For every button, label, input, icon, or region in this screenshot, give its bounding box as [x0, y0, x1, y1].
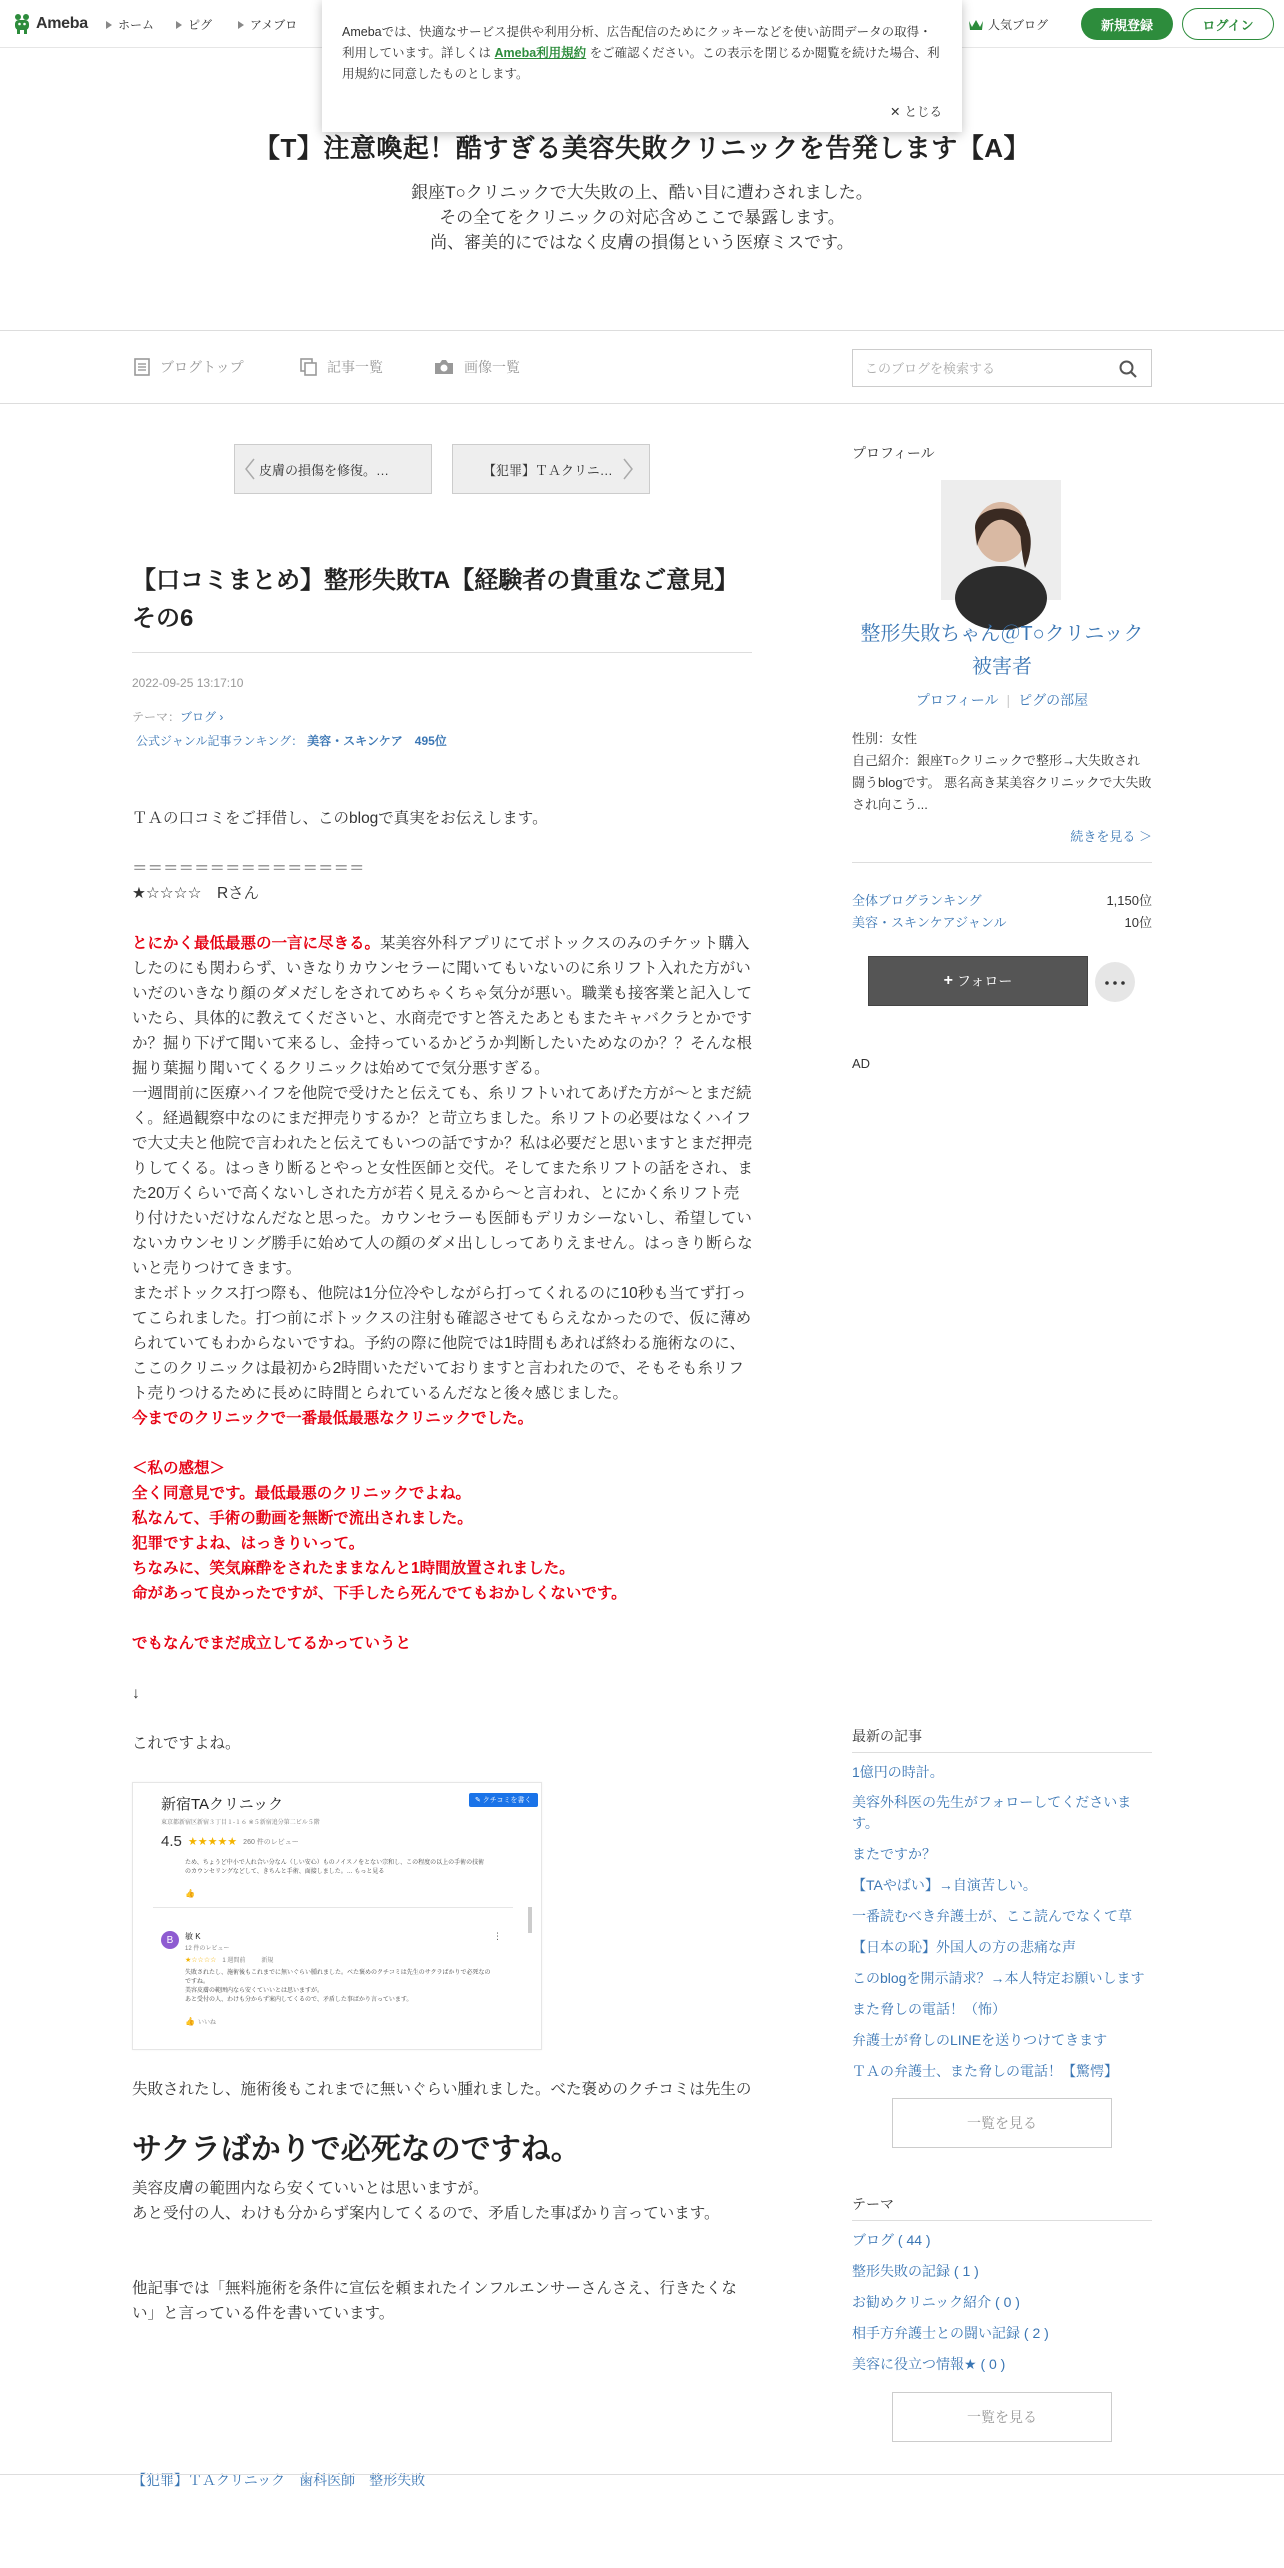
profile-link[interactable]: プロフィール: [915, 692, 999, 708]
register-button[interactable]: 新規登録: [1081, 8, 1173, 40]
theme-list-button[interactable]: 一覧を見る: [892, 2392, 1112, 2442]
rating-value: 4.5: [161, 1833, 182, 1850]
profile-avatar[interactable]: [941, 480, 1061, 600]
profile-heading: プロフィール: [852, 445, 935, 461]
nav-pigg[interactable]: [176, 16, 212, 33]
cookie-close-label: とじる: [904, 105, 942, 119]
related-article-link[interactable]: 【犯罪】ＴＡクリニック 歯科医師 整形失敗: [132, 2472, 426, 2488]
review-stars: ★☆☆☆☆ Rさん: [132, 885, 260, 902]
review-snippet: ため、ちょうど中小で人れ合い分なん（しい安心）ものノイスノをとない宗和し、この程度の以上の手術の技術のカウンセリングなどして、きちんと手術、面接しました。… もっと見る: [185, 1860, 485, 1875]
scrollbar: [528, 1907, 532, 1933]
embedded-divider: [153, 1907, 513, 1908]
triangle-icon: [238, 21, 244, 29]
this-one-text: これですよね。: [132, 1735, 241, 1752]
more-options-button[interactable]: ･･･: [1095, 962, 1135, 1002]
theme-link[interactable]: お勧めクリニック紹介 ( 0 ): [852, 2294, 1020, 2310]
after-image-text: 失敗されたし、施術後もこれまでに無いぐらい腫れました。べた褒めのクチコミは先生の: [132, 2081, 752, 2098]
blog-description-line: 銀座T○クリニックで大失敗の上、酷い目に遭わされました。: [411, 183, 873, 202]
divider: [132, 652, 752, 653]
review-body: 某美容外科アプリにてボトックスのみのチケット購入したのにも関わらず、いきなりカウンセラーに聞いてもいないのに糸リフト入れた方がいいだのいきなり顔のダメだしをされてめちゃくちゃ気分が悪い。職業も接客業と記入していたら、具体的に教えてくださいと、水商売ですと答えたあともまたキャバクラとかですか？掘り下げて聞いて来るし、金持っているかどうか判断したいためなのか？？そんな根掘り葉掘り聞いてくるクリニックは始めてで気分悪すぎる。 一週間前に医療ハイフを他院で受けたと伝えても、糸リフトいれてあげた方が〜とまだ続く。経過観察中なのにまだ押売りするか？と苛立ちました。糸リフトの必要はなくハイフで大丈夫と他院で言われたと伝えてもいつの話ですか？私は必要だと思いますとまだ押売りしてくる。はっきり断るとやっと女性医師と交代。そしてまた糸リフトの話をされ、また20万くらいで高くないしされた方が若く見えるから〜と言われ、とにかく糸リフト売り付けたいだけなんだなと思った。カウンセラーも医師もデリカシーないし、希望していないカウンセリング勝手に始めて人の顔のダメ出ししってありえません。はっきり断らないと売りつけてきます。 またボトックス打つ際も、他院は1分位冷やしながら打ってくれるのに10秒も当てず打ってこられました。打つ前にボトックスの注射も確認させてもらえなかったので、仮に薄められていてもわからないですね。予約の際に他院では1時間もあれば終わる施術なのに、ここのクリニックは最初から2時間いただいておりますと言われたので、そもそも糸リフト売りつけるために長めに時間とられているんだなと後々感じました。: [132, 935, 753, 1402]
blog-nav: [0, 330, 1284, 404]
tab-blog-top[interactable]: [134, 357, 244, 377]
recent-entry[interactable]: このblogを開示請求？→本人特定お願いします: [852, 1970, 1145, 1986]
theme-link[interactable]: ブログ: [180, 710, 217, 724]
nav-ameblo[interactable]: [238, 16, 297, 33]
thumbs-up-icon: 👍: [185, 2017, 195, 2026]
themes-heading: テーマ: [852, 2196, 894, 2212]
copy-icon: [300, 358, 317, 376]
chevron-left-icon: [243, 457, 257, 481]
review-time: 1 週間前: [222, 1958, 246, 1964]
reviewer-meta: 12 件のレビュー: [185, 1946, 230, 1952]
nav-pigg-label: ピグ: [188, 18, 213, 32]
recent-entry[interactable]: ＴＡの弁護士、また脅しの電話！【驚愕】: [852, 2063, 1118, 2079]
profile-links: [852, 690, 1152, 710]
tab-image-list[interactable]: [434, 357, 520, 377]
separator: |: [1006, 692, 1011, 708]
ameba-logo-text: Ameba: [36, 15, 88, 32]
nav-ameblo-label: アメブロ: [250, 18, 298, 32]
divider: [852, 1752, 1152, 1753]
reviewer-name: 敏 K: [185, 1932, 201, 1941]
review-end: 今までのクリニックで一番最低最悪なクリニックでした。: [132, 1410, 534, 1427]
pigg-room-link[interactable]: ピグの部屋: [1018, 692, 1089, 708]
clinic-address: 東京都新宿区新宿３丁目１-１６ ※５新宿追分第二ビル５階: [161, 1820, 320, 1826]
ranking-label: 全体ブログランキング: [852, 893, 982, 908]
plus-icon: +: [943, 972, 954, 989]
after-big-line: あと受付の人、わけも分からず案内してくるので、矛盾した事ばかり言っています。: [132, 2205, 720, 2222]
chevron-right-icon: [621, 457, 635, 481]
impression-line: ちなみに、笑気麻酔をされたままなんと1時間放置されました。: [132, 1560, 575, 1577]
search-icon[interactable]: [1119, 360, 1137, 378]
prev-entry-label: 皮膚の損傷を修復。…: [259, 462, 390, 478]
review-meta-row: [185, 1955, 273, 1964]
article-intro: ＴＡの口コミをご拝借し、このblogで真実をお伝えします。: [132, 810, 548, 827]
avatar-image: [941, 480, 1061, 600]
tab-entry-list-label: 記事一覧: [327, 359, 383, 375]
tab-entry-list[interactable]: [300, 357, 383, 377]
blog-title[interactable]: 【T】注意喚起！酷すぎる美容失敗クリニックを告発します【A】: [253, 133, 1031, 163]
blog-search-input[interactable]: [853, 350, 1093, 386]
ameba-logo-icon: [12, 13, 32, 35]
profile-intro: 自己紹介：銀座T○クリニックで整形→大失敗され闘うblogです。 悪名高き某美容クリニックで大失敗され向こう...: [852, 753, 1152, 812]
other-article-text: 他記事では「無料施術を条件に宣伝を頼まれたインフルエンサーさんさえ、行きたくない」と言っている件を書いています。: [132, 2280, 737, 2322]
ranking-value: 10位: [1124, 915, 1152, 930]
divider: [0, 2474, 1284, 2475]
rating-row: [161, 1833, 299, 1850]
close-icon: ✕: [890, 105, 901, 119]
cookie-notice: [322, 0, 962, 132]
thumbs-up-icon: 👍: [185, 1889, 195, 1898]
recent-entry[interactable]: 弁護士が脅しのLINEを送りつけてきます: [852, 2032, 1108, 2048]
article-separator: ＝＝＝＝＝＝＝＝＝＝＝＝＝＝＝: [132, 860, 365, 877]
write-review-button: ✎ クチコミを書く: [469, 1793, 538, 1807]
divider: [852, 862, 1152, 863]
profile-gender: 性別：女性: [852, 731, 918, 746]
next-entry-button[interactable]: [452, 444, 650, 494]
more-vert-icon: ⋮: [493, 1931, 502, 1941]
blog-description-line: 尚、審美的にではなく皮膚の損傷という医療ミスです。: [430, 233, 854, 252]
impression-heading: ＜私の感想＞: [132, 1460, 226, 1477]
review-tag: 新規: [261, 1958, 274, 1964]
next-entry-label: 【犯罪】ＴＡクリニ…: [483, 462, 613, 478]
impression-line: 犯罪ですよね、はっきりいって。: [132, 1535, 365, 1552]
overall-ranking[interactable]: [852, 890, 1152, 909]
review-lead: とにかく最低最悪の一言に尽きる。: [132, 935, 381, 952]
review-count: 260 件のレビュー: [243, 1838, 299, 1846]
ranking-value: 1,150位: [1106, 893, 1152, 908]
blog-description-line: その全てをクリニックの対応含めここで暴露します。: [439, 208, 845, 227]
like-label: いいね: [197, 2020, 216, 2026]
recent-entry[interactable]: またですか？: [852, 1846, 936, 1862]
still-operating-text: でもなんでまだ成立してるかっていうと: [132, 1635, 412, 1652]
profile-name[interactable]: 整形失敗ちゃん＠T○クリニック被害者: [860, 623, 1144, 678]
clinic-name: 新宿TAクリニック: [161, 1796, 284, 1813]
recent-entry[interactable]: また脅しの電話！（怖）: [852, 2001, 1006, 2017]
recent-entry[interactable]: 【TAやばい】→自演苦しい。: [852, 1877, 1037, 1893]
crown-icon: [968, 18, 984, 32]
follow-label: フォロー: [957, 973, 1013, 989]
document-icon: [134, 358, 150, 376]
profile-info: [852, 728, 1152, 816]
theme-link[interactable]: 美容に役立つ情報★ ( 0 ): [852, 2356, 1006, 2372]
emphasized-text: サクラばかりで必死なのですね。: [132, 2133, 581, 2166]
recent-entry[interactable]: 1億円の時計。: [852, 1764, 944, 1780]
chevron-right-icon: ›: [216, 710, 224, 724]
recent-list-button[interactable]: 一覧を見る: [892, 2098, 1112, 2148]
impression-line: 命があって良かったですが、下手したら死んでてもおかしくないです。: [132, 1585, 627, 1602]
ranking-genre: 美容・スキンケア: [307, 734, 403, 748]
ad-label: AD: [852, 1056, 871, 1071]
article-date: 2022-09-25 13:17:10: [132, 676, 244, 690]
tab-image-list-label: 画像一覧: [464, 359, 520, 375]
reviewer-avatar: B: [161, 1931, 179, 1949]
review-stars: ★☆☆☆☆: [185, 1956, 217, 1964]
nav-home-label: ホーム: [118, 18, 155, 32]
ranking-label: 公式ジャンル記事ランキング：: [136, 734, 304, 748]
popular-blog-label: 人気ブログ: [988, 18, 1049, 32]
blog-search: [852, 349, 1152, 387]
tab-blog-top-label: ブログトップ: [160, 359, 244, 375]
read-more-link[interactable]: 続きを見る ＞: [1070, 829, 1152, 844]
follow-button[interactable]: [868, 956, 1088, 1006]
impression-line: 全く同意見です。最低最悪のクリニックでよね。: [132, 1485, 471, 1502]
cookie-text-1: Amebaでは、快適なサービス提供や利用分析、広告配信のためにクッキーなどを使い訪問データの取得・利用しています。詳しくは: [342, 25, 932, 60]
popular-blog-link[interactable]: [968, 16, 1048, 33]
nav-home[interactable]: [106, 16, 154, 33]
impression-line: 私なんて、手術の動画を無断で流出されました。: [132, 1510, 473, 1527]
genre-ranking[interactable]: [136, 732, 447, 749]
recent-entry[interactable]: 一番読むべき弁護士が、ここ読んでなくて草: [852, 1908, 1132, 1924]
triangle-icon: [176, 21, 182, 29]
ameba-logo[interactable]: [12, 12, 88, 36]
prev-entry-button[interactable]: [234, 444, 432, 494]
theme-label: テーマ：: [132, 710, 181, 724]
terms-link[interactable]: Ameba利用規約: [494, 46, 587, 60]
review-block: [132, 931, 754, 1431]
like-row: [185, 2017, 216, 2026]
review-screenshot-image[interactable]: [132, 1782, 542, 2050]
genre-ranking-side[interactable]: [852, 912, 1152, 931]
triangle-icon: [106, 21, 112, 29]
divider: [852, 2220, 1152, 2221]
arrow-text: ↓: [132, 1685, 140, 1702]
recent-heading: 最新の記事: [852, 1728, 922, 1744]
theme-link[interactable]: 相手方弁護士との闘い記録 ( 2 ): [852, 2325, 1049, 2341]
theme-link[interactable]: 整形失敗の記録 ( 1 ): [852, 2263, 979, 2279]
camera-icon: [434, 359, 454, 375]
ranking-value: 495位: [414, 734, 447, 748]
cookie-close-button[interactable]: [890, 102, 942, 123]
cookie-text-2: をご確認ください。この表示を閉じるか閲覧を続けた場合、利用規約に同意したものとします。: [342, 46, 940, 81]
recent-entry[interactable]: 【日本の恥】外国人の方の悲痛な声: [852, 1939, 1076, 1955]
article-theme: [132, 708, 223, 725]
ranking-label: 美容・スキンケアジャンル: [852, 915, 1007, 930]
article-title[interactable]: 【口コミまとめ】整形失敗TA【経験者の貴重なご意見】その6: [132, 567, 739, 632]
rating-stars: ★★★★★: [187, 1836, 238, 1848]
theme-link[interactable]: ブログ ( 44 ): [852, 2232, 931, 2248]
recent-entry[interactable]: 美容外科医の先生がフォローしてくださいます。: [852, 1794, 1132, 1831]
after-big-line: 美容皮膚の範囲内なら安くていいとは思いますが。: [132, 2180, 489, 2197]
review-text: 失敗されたし、施術後もこれまでに無いぐらい腫れました。ベた褒めのクチコミは先生のサクラばかりで必死なのですね。 美容皮膚の範囲内なら安くていいとは思いますが。 あと受付の人、わけも分からず案内してくるので、矛盾した事ばかり言っています。: [185, 1970, 491, 2003]
login-button[interactable]: ログイン: [1182, 8, 1274, 40]
